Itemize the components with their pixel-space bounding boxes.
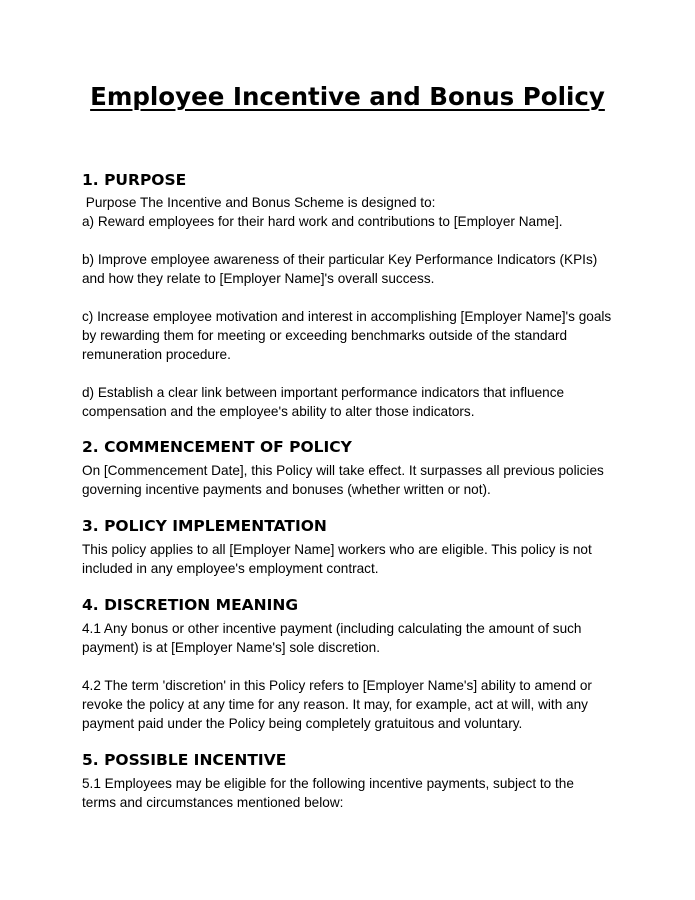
paragraph: c) Increase employee motivation and interest in accomplishing [Employer Name]'s goals by rewarding them for meeting or exceeding benchmarks outside of the standard remuneration procedure. xyxy=(82,309,612,362)
section-heading-possible-incentive: 5. POSSIBLE INCENTIVE xyxy=(82,751,287,769)
paragraph: a) Reward employees for their hard work and contributions to [Employer Name]. xyxy=(82,214,563,229)
section-heading-discretion: 4. DISCRETION MEANING xyxy=(82,596,299,614)
paragraph: On [Commencement Date], this Policy will take effect. It surpasses all previous policies governing incentive payments and bonuses (whether written or not). xyxy=(82,463,604,497)
paragraph: b) Improve employee awareness of their particular Key Performance Indicators (KPIs) and how they relate to [Employer Name]'s overall success. xyxy=(82,252,598,286)
section-heading-purpose: 1. PURPOSE xyxy=(82,171,187,189)
paragraph: 4.2 The term 'discretion' in this Policy refers to [Employer Name's] ability to amend or revoke the policy at any time for any reason. It may, for example, act at will, with any payment paid under the Policy being completely gratuitous and voluntary. xyxy=(82,678,592,731)
paragraph: 5.1 Employees may be eligible for the following incentive payments, subject to the terms and circumstances mentioned below: xyxy=(82,776,574,810)
paragraph: 4.1 Any bonus or other incentive payment (including calculating the amount of such payment) is at [Employer Name's] sole discretion. xyxy=(82,621,582,655)
section-heading-commencement: 2. COMMENCEMENT OF POLICY xyxy=(82,438,352,456)
document-title: Employee Incentive and Bonus Policy xyxy=(90,82,605,111)
paragraph: This policy applies to all [Employer Name] workers who are eligible. This policy is not included in any employee's employment contract. xyxy=(82,542,592,576)
section-heading-implementation: 3. POLICY IMPLEMENTATION xyxy=(82,517,327,535)
paragraph: Purpose The Incentive and Bonus Scheme is designed to: xyxy=(82,195,436,210)
paragraph: d) Establish a clear link between important performance indicators that influence compensation and the employee's ability to alter those indicators. xyxy=(82,385,565,419)
